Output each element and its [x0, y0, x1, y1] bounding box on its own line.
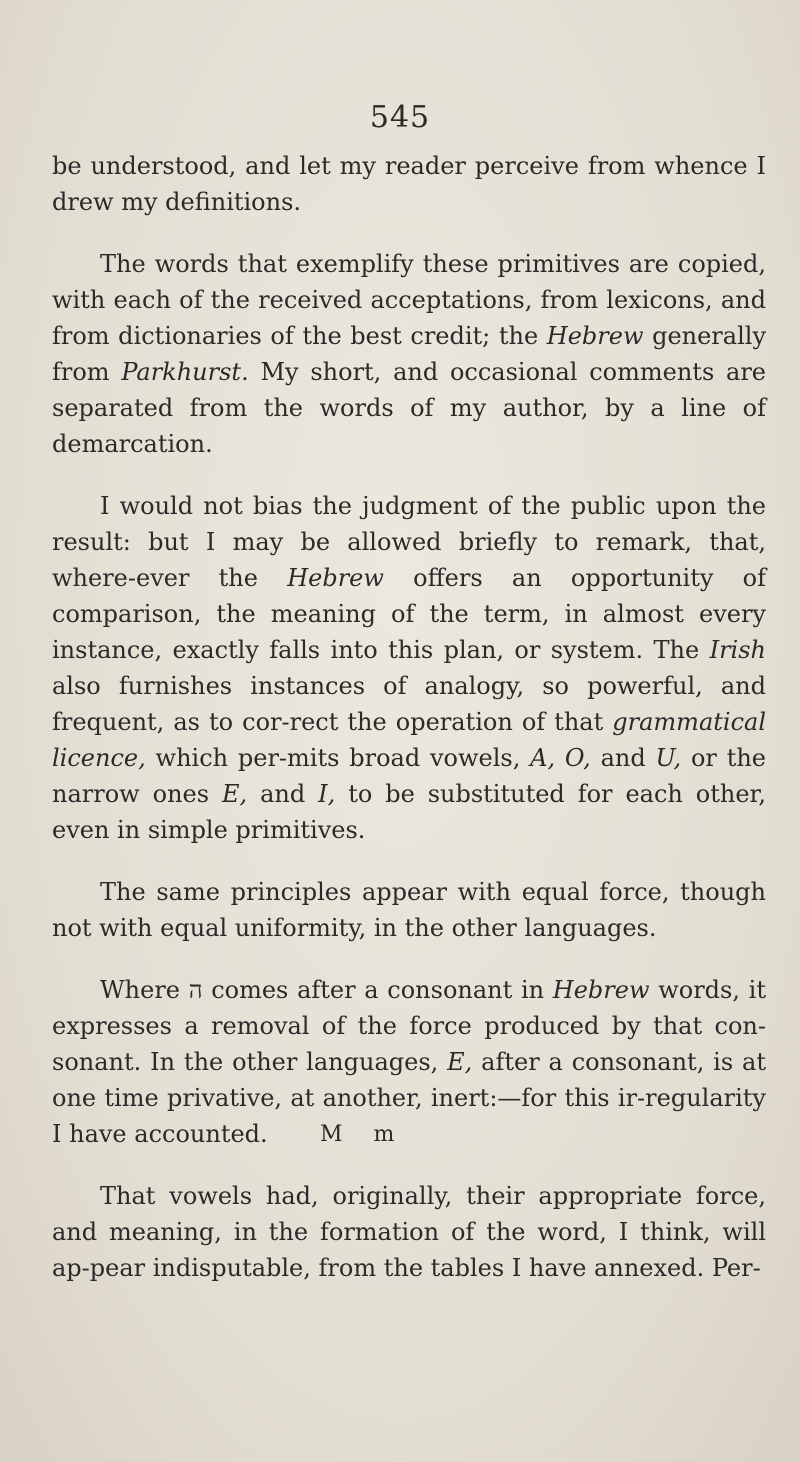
italic-run: Hebrew — [552, 976, 650, 1004]
text-run: and — [590, 744, 656, 772]
italic-run: A, O, — [530, 744, 591, 772]
text-run: to be substituted for each other, even in simple primitives. — [52, 780, 767, 844]
italic-run: E, — [447, 1048, 473, 1076]
text-run: Where ה comes after a consonant in — [100, 976, 553, 1004]
text-run: offers an opportunity of comparison, the meaning of the term, in almost every instance, exactly falls into this plan, or system. The — [52, 564, 766, 664]
italic-run: Irish — [709, 636, 766, 664]
text-run: or the narrow ones — [52, 744, 766, 808]
italic-run: grammatical licence, — [52, 708, 766, 772]
text-run: also furnishes instances of analogy, so powerful, and frequent, as to cor-rect the operation of that — [52, 672, 766, 736]
text-run: The same principles appear with equal force, though not with equal uniformity, in the other languages. — [52, 878, 766, 942]
italic-run: I, — [318, 780, 336, 808]
text-run: after a consonant, is at one time privative, at another, inert:—for this ir-regularity I have accounted. — [52, 1048, 766, 1148]
paragraph — [52, 972, 766, 1152]
italic-run: Hebrew — [546, 322, 644, 350]
text-run: generally from — [52, 322, 766, 386]
page-number: 545 — [369, 100, 431, 135]
italic-run: Parkhurst. — [121, 358, 249, 386]
text-run: and — [247, 780, 319, 808]
text-run: be understood, and let my reader perceive from whence I drew my definitions. — [52, 152, 766, 216]
paragraph — [52, 148, 766, 220]
text-run: That vowels had, originally, their appropriate force, and meaning, in the formation of the word, I think, will ap-pear indisputable, from the tables I have annexed. Per- — [52, 1182, 766, 1282]
paragraph — [52, 488, 766, 848]
text-run: which per-mits broad vowels, — [145, 744, 531, 772]
paragraph — [52, 1178, 766, 1286]
text-run: The words that exemplify these primitives are copied, with each of the received acceptations, from lexicons, and from dictionaries of the best credit; the — [52, 250, 766, 350]
italic-run: U, — [655, 744, 682, 772]
paragraph — [52, 874, 766, 946]
text-run: words, it expresses a removal of the force produced by that con-sonant. In the other languages, — [52, 976, 766, 1076]
text-run: I would not bias the judgment of the public upon the result: but I may be allowed briefly to remark, that, where-ever the — [52, 492, 766, 592]
text-run: My short, and occasional comments are separated from the words of my author, by a line of demarcation. — [52, 358, 766, 458]
body-text — [52, 148, 766, 1312]
signature-mark: M m — [320, 1122, 407, 1147]
italic-run: E, — [222, 780, 248, 808]
paragraph — [52, 246, 766, 462]
italic-run: Hebrew — [287, 564, 384, 592]
